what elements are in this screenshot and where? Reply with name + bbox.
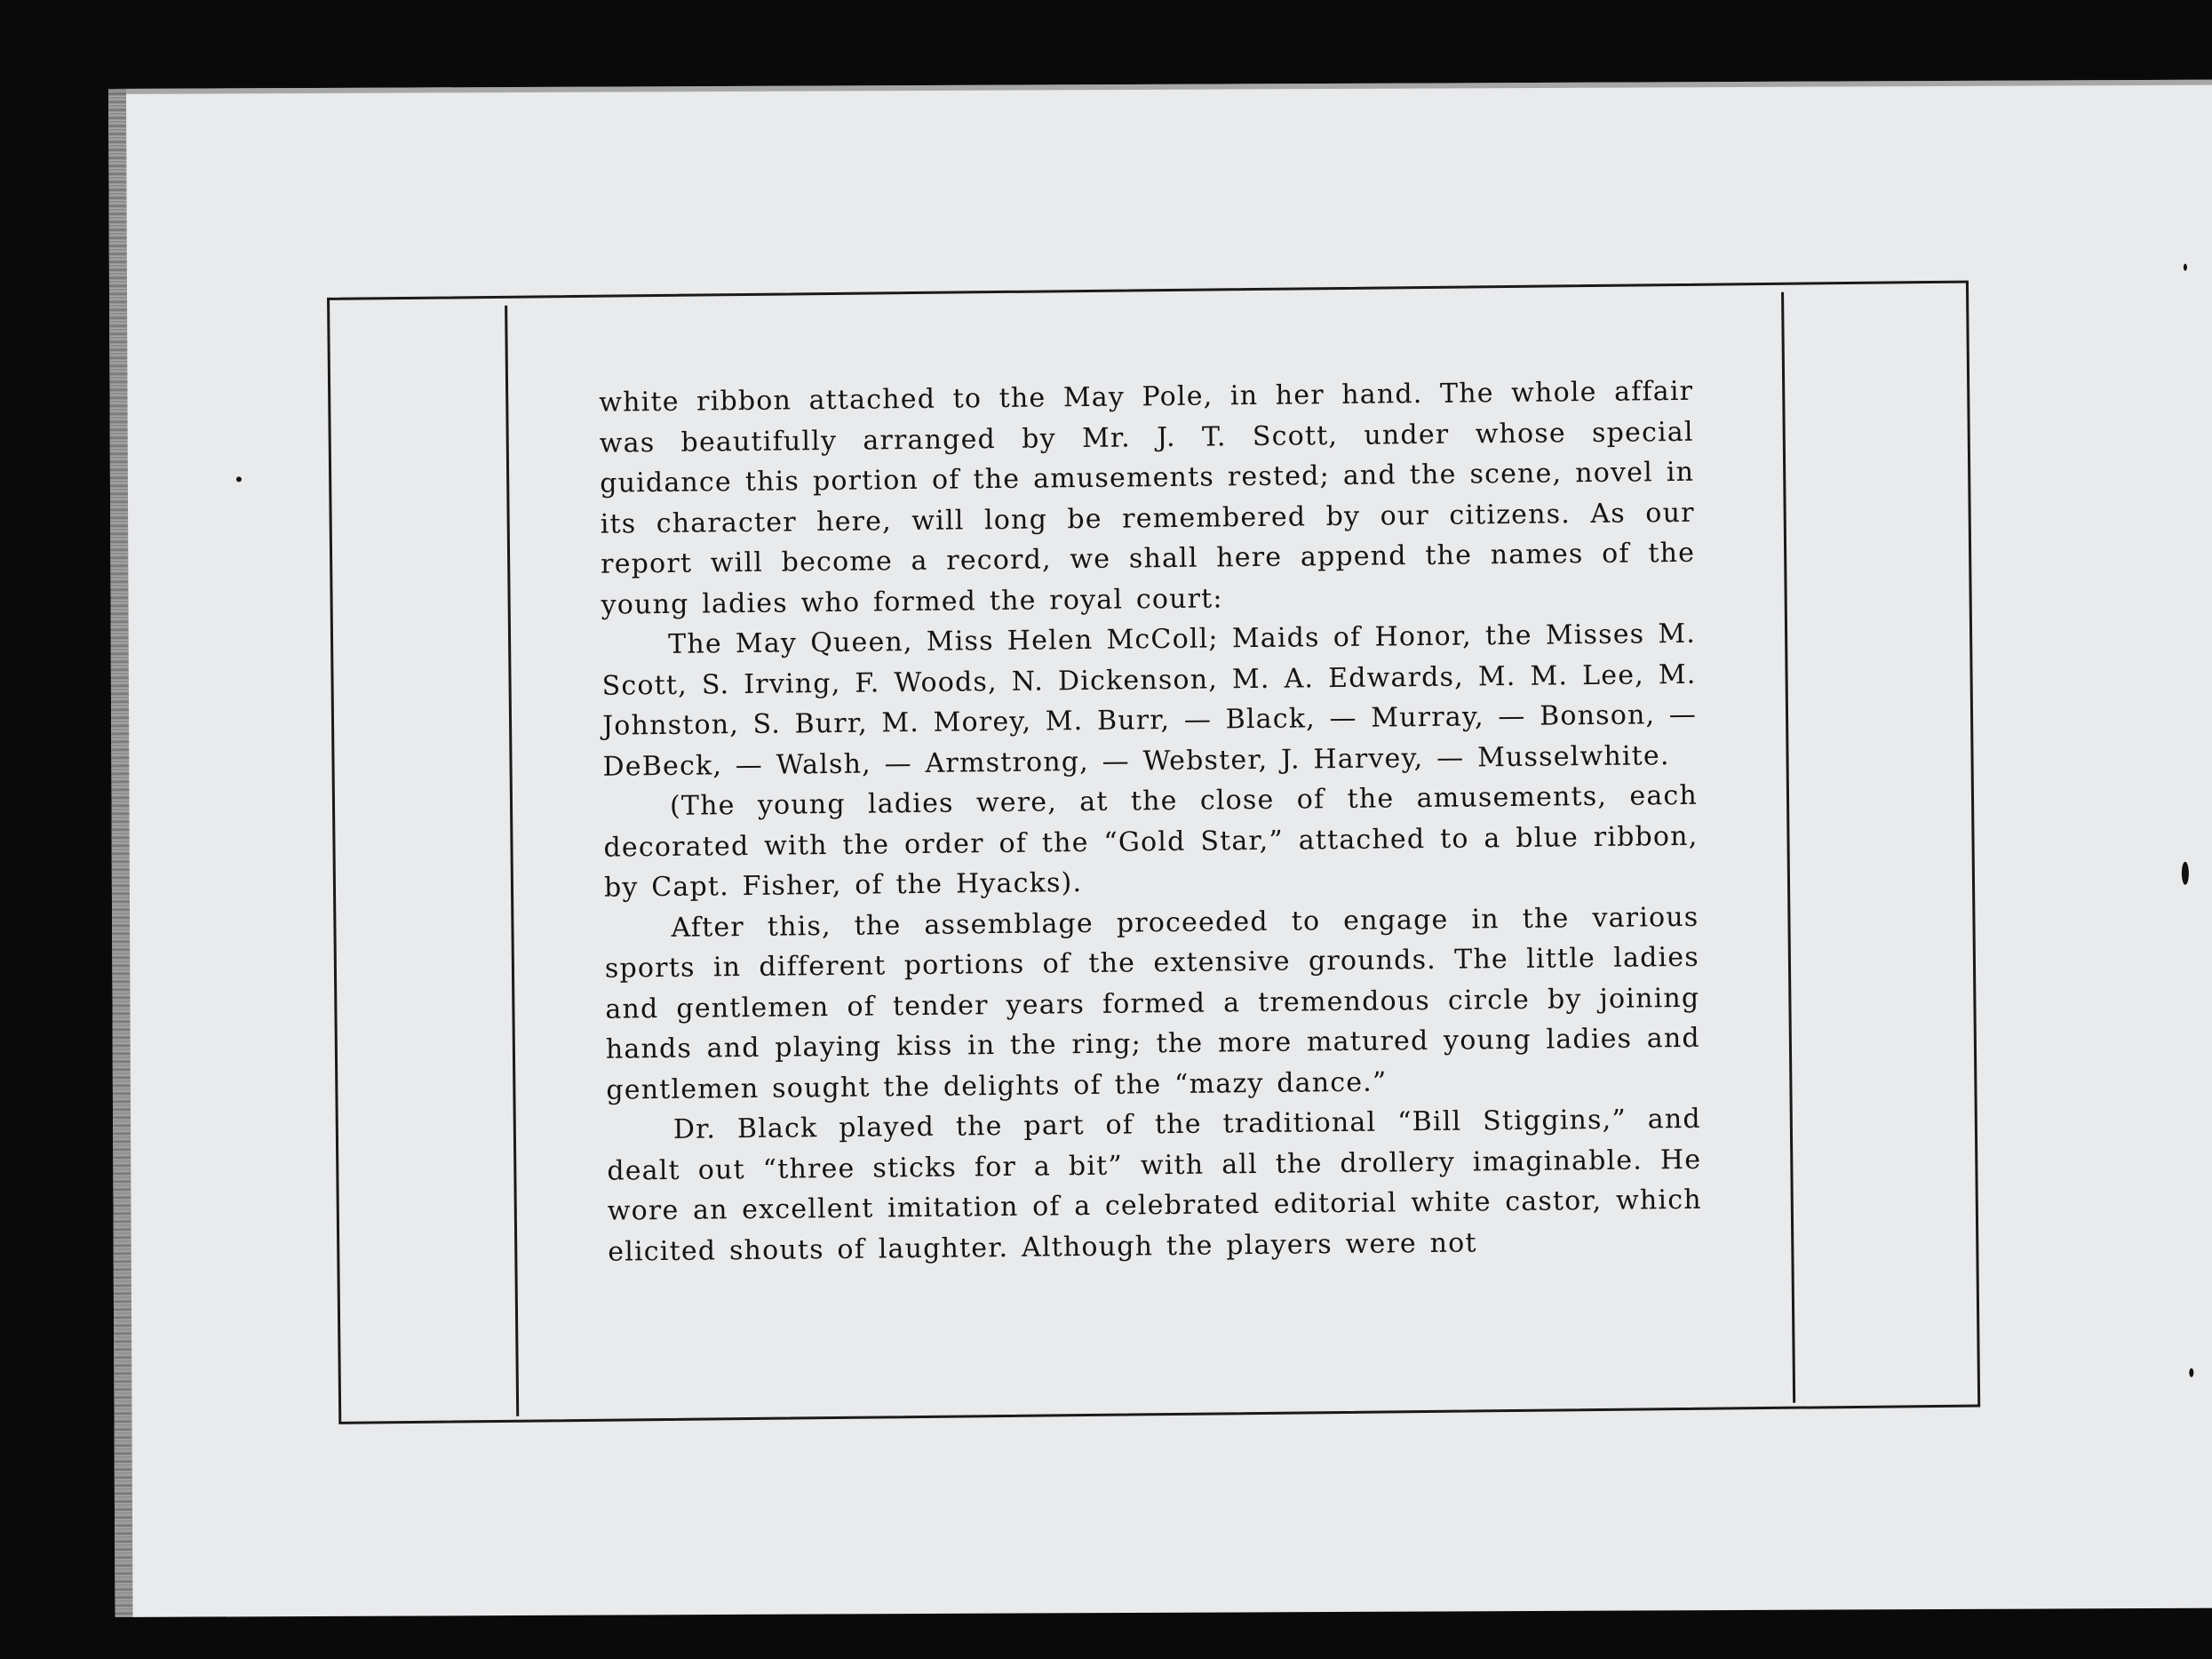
paragraph-2: The May Queen, Miss Helen McColl; Maids of Honor, the Misses M. Scott, S. Irving, F. Woods, N. Dickenson, M. A. Edwards, M. M. Lee, M. Johnston, S. Burr, M. Morey, M. Burr, — Black, — Murray, — Bonson, — DeBeck, — Walsh, — Armstrong, — Webster, J. Harvey, — Musselwhite.	[601, 618, 1698, 783]
dust-speck	[236, 476, 242, 482]
page-binding-edge	[108, 89, 133, 1617]
paragraph-5: Dr. Black played the part of the traditional “Bill Stiggins,” and dealt out “three sticks for a bit” with all the drollery imaginable. He wore an excellent imitation of a celebrated editorial white castor, which elicited shouts of laughter. Although the players were not	[607, 1103, 1702, 1268]
paragraph-3: (The young ladies were, at the close of the amusements, each decorated with the order of the “Gold Star,” attached to a blue ribbon, by Capt. Fisher, of the Hyacks).	[603, 779, 1699, 904]
dust-speck	[2184, 264, 2187, 271]
dust-speck	[2182, 862, 2189, 885]
scanned-page	[108, 80, 2212, 1617]
page-top-edge	[108, 80, 2212, 94]
inner-border-frame	[505, 292, 1795, 1416]
dust-speck	[2189, 1368, 2193, 1377]
outer-border-frame	[327, 281, 1980, 1424]
paragraph-1: white ribbon attached to the May Pole, in her hand. The whole affair was beautifully arranged by Mr. J. T. Scott, under whose special guidance this portion of the amusements rested; and the scene, novel in its character here, will long be remembered by our citizens. As our report will become a record, we shall here append the names of the young ladies who formed the royal court:	[599, 375, 1696, 621]
article-text	[599, 371, 1702, 1272]
paragraph-4: After this, the assemblage proceeded to engage in the various sports in different portions of the extensive grounds. The little ladies and gentlemen of tender years formed a tremendous circle by joining hands and playing kiss in the ring; the more matured young ladies and gentlemen sought the delights of the “mazy dance.”	[604, 901, 1701, 1106]
